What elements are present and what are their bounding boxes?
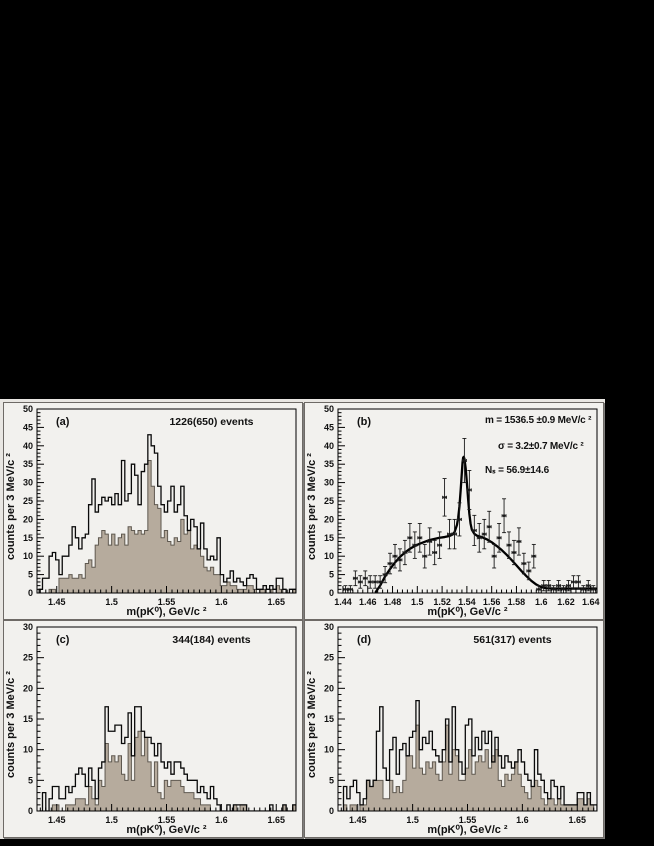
panel-c (3, 620, 303, 838)
svg-text:1.62: 1.62 (557, 597, 575, 607)
panel-a (3, 402, 303, 620)
svg-text:5: 5 (27, 569, 33, 580)
svg-text:20: 20 (22, 683, 33, 694)
svg-text:0: 0 (328, 588, 334, 598)
svg-text:30: 30 (22, 477, 33, 488)
svg-text:30: 30 (22, 622, 33, 632)
svg-text:10: 10 (22, 551, 33, 562)
panel-b-x-axis-title: m(pK⁰), GeV/c ² (427, 606, 508, 618)
panel-c-letter: (c) (56, 634, 70, 646)
svg-text:15: 15 (22, 714, 33, 724)
svg-text:1.65: 1.65 (267, 597, 286, 607)
svg-text:10: 10 (22, 744, 33, 755)
svg-text:1.54: 1.54 (458, 597, 476, 607)
svg-text:35: 35 (22, 459, 33, 470)
svg-text:1.58: 1.58 (507, 597, 526, 607)
svg-text:30: 30 (323, 477, 334, 488)
svg-text:40: 40 (22, 440, 33, 451)
svg-text:1.44: 1.44 (334, 597, 352, 607)
panel-a-y-axis-title: counts per 3 MeV/c ² (5, 453, 17, 561)
panel-d-plot-area (305, 621, 603, 837)
svg-text:1.46: 1.46 (358, 597, 377, 607)
svg-text:1.5: 1.5 (105, 815, 118, 825)
svg-text:40: 40 (323, 440, 334, 451)
svg-text:20: 20 (22, 514, 33, 525)
panel-b-y-axis-title: counts per 3 MeV/c ² (306, 453, 318, 561)
panel-a-events-count: 1226(650) events (169, 416, 254, 428)
panel-a-letter: (a) (56, 416, 70, 428)
svg-text:1.6: 1.6 (516, 815, 529, 825)
svg-text:1.45: 1.45 (47, 597, 66, 607)
svg-text:1.5: 1.5 (411, 597, 424, 607)
panel-c-x-axis-title: m(pK⁰), GeV/c ² (126, 824, 207, 836)
svg-text:1.6: 1.6 (215, 815, 228, 825)
fit-result-sigma: σ = 3.2±0.7 MeV/c ² (498, 441, 584, 452)
svg-text:1.65: 1.65 (568, 815, 587, 825)
fit-result-nsignal: Nₛ = 56.9±14.6 (485, 465, 549, 476)
svg-text:5: 5 (27, 775, 33, 786)
svg-text:10: 10 (323, 551, 334, 562)
fit-result-mass: m = 1536.5 ±0.9 MeV/c ² (485, 415, 592, 426)
svg-text:25: 25 (323, 652, 334, 663)
panel-d-y-axis-title: counts per 3 MeV/c ² (306, 671, 318, 779)
svg-text:50: 50 (22, 404, 33, 414)
panel-a-x-axis-title: m(pK⁰), GeV/c ² (126, 606, 207, 618)
svg-text:15: 15 (22, 532, 33, 543)
svg-text:25: 25 (22, 652, 33, 663)
svg-text:1.48: 1.48 (383, 597, 402, 607)
svg-text:1.56: 1.56 (482, 597, 501, 607)
figure-canvas (0, 399, 605, 839)
svg-text:1.55: 1.55 (157, 597, 176, 607)
svg-text:25: 25 (22, 496, 33, 506)
panel-b (304, 402, 604, 620)
svg-text:1.45: 1.45 (47, 815, 66, 825)
svg-text:30: 30 (323, 622, 334, 632)
panel-c-events-count: 344(184) events (172, 634, 251, 646)
panel-d-events-count: 561(317) events (473, 634, 552, 646)
svg-text:1.5: 1.5 (406, 815, 419, 825)
svg-text:35: 35 (323, 459, 334, 470)
panel-a-plot-area (4, 403, 302, 619)
panel-c-y-axis-title: counts per 3 MeV/c ² (5, 671, 17, 779)
svg-text:1.65: 1.65 (267, 815, 286, 825)
svg-text:1.55: 1.55 (157, 815, 176, 825)
svg-text:45: 45 (22, 422, 33, 433)
panel-d-letter: (d) (357, 634, 372, 646)
panel-b-plot-area (305, 403, 603, 619)
svg-text:45: 45 (323, 422, 334, 433)
svg-text:10: 10 (323, 744, 334, 755)
svg-text:5: 5 (328, 775, 334, 786)
svg-text:1.6: 1.6 (215, 597, 228, 607)
svg-text:0: 0 (27, 588, 33, 598)
svg-text:5: 5 (328, 569, 334, 580)
svg-text:20: 20 (323, 683, 334, 694)
panel-b-letter: (b) (357, 416, 372, 428)
svg-text:15: 15 (323, 532, 334, 543)
svg-text:15: 15 (323, 714, 334, 724)
svg-text:0: 0 (328, 806, 334, 816)
panel-d-x-axis-title: m(pK⁰), GeV/c ² (427, 824, 508, 836)
svg-text:1.6: 1.6 (534, 597, 548, 607)
svg-text:1.45: 1.45 (348, 815, 367, 825)
svg-text:1.64: 1.64 (582, 597, 600, 607)
svg-text:1.5: 1.5 (105, 597, 118, 607)
svg-text:1.55: 1.55 (458, 815, 477, 825)
black-top-region (0, 0, 654, 399)
panel-c-plot-area (4, 621, 302, 837)
panel-d (304, 620, 604, 838)
svg-text:0: 0 (27, 806, 33, 816)
svg-text:25: 25 (323, 496, 334, 506)
svg-text:50: 50 (323, 404, 334, 414)
svg-text:20: 20 (323, 514, 334, 525)
svg-text:1.52: 1.52 (433, 597, 451, 607)
